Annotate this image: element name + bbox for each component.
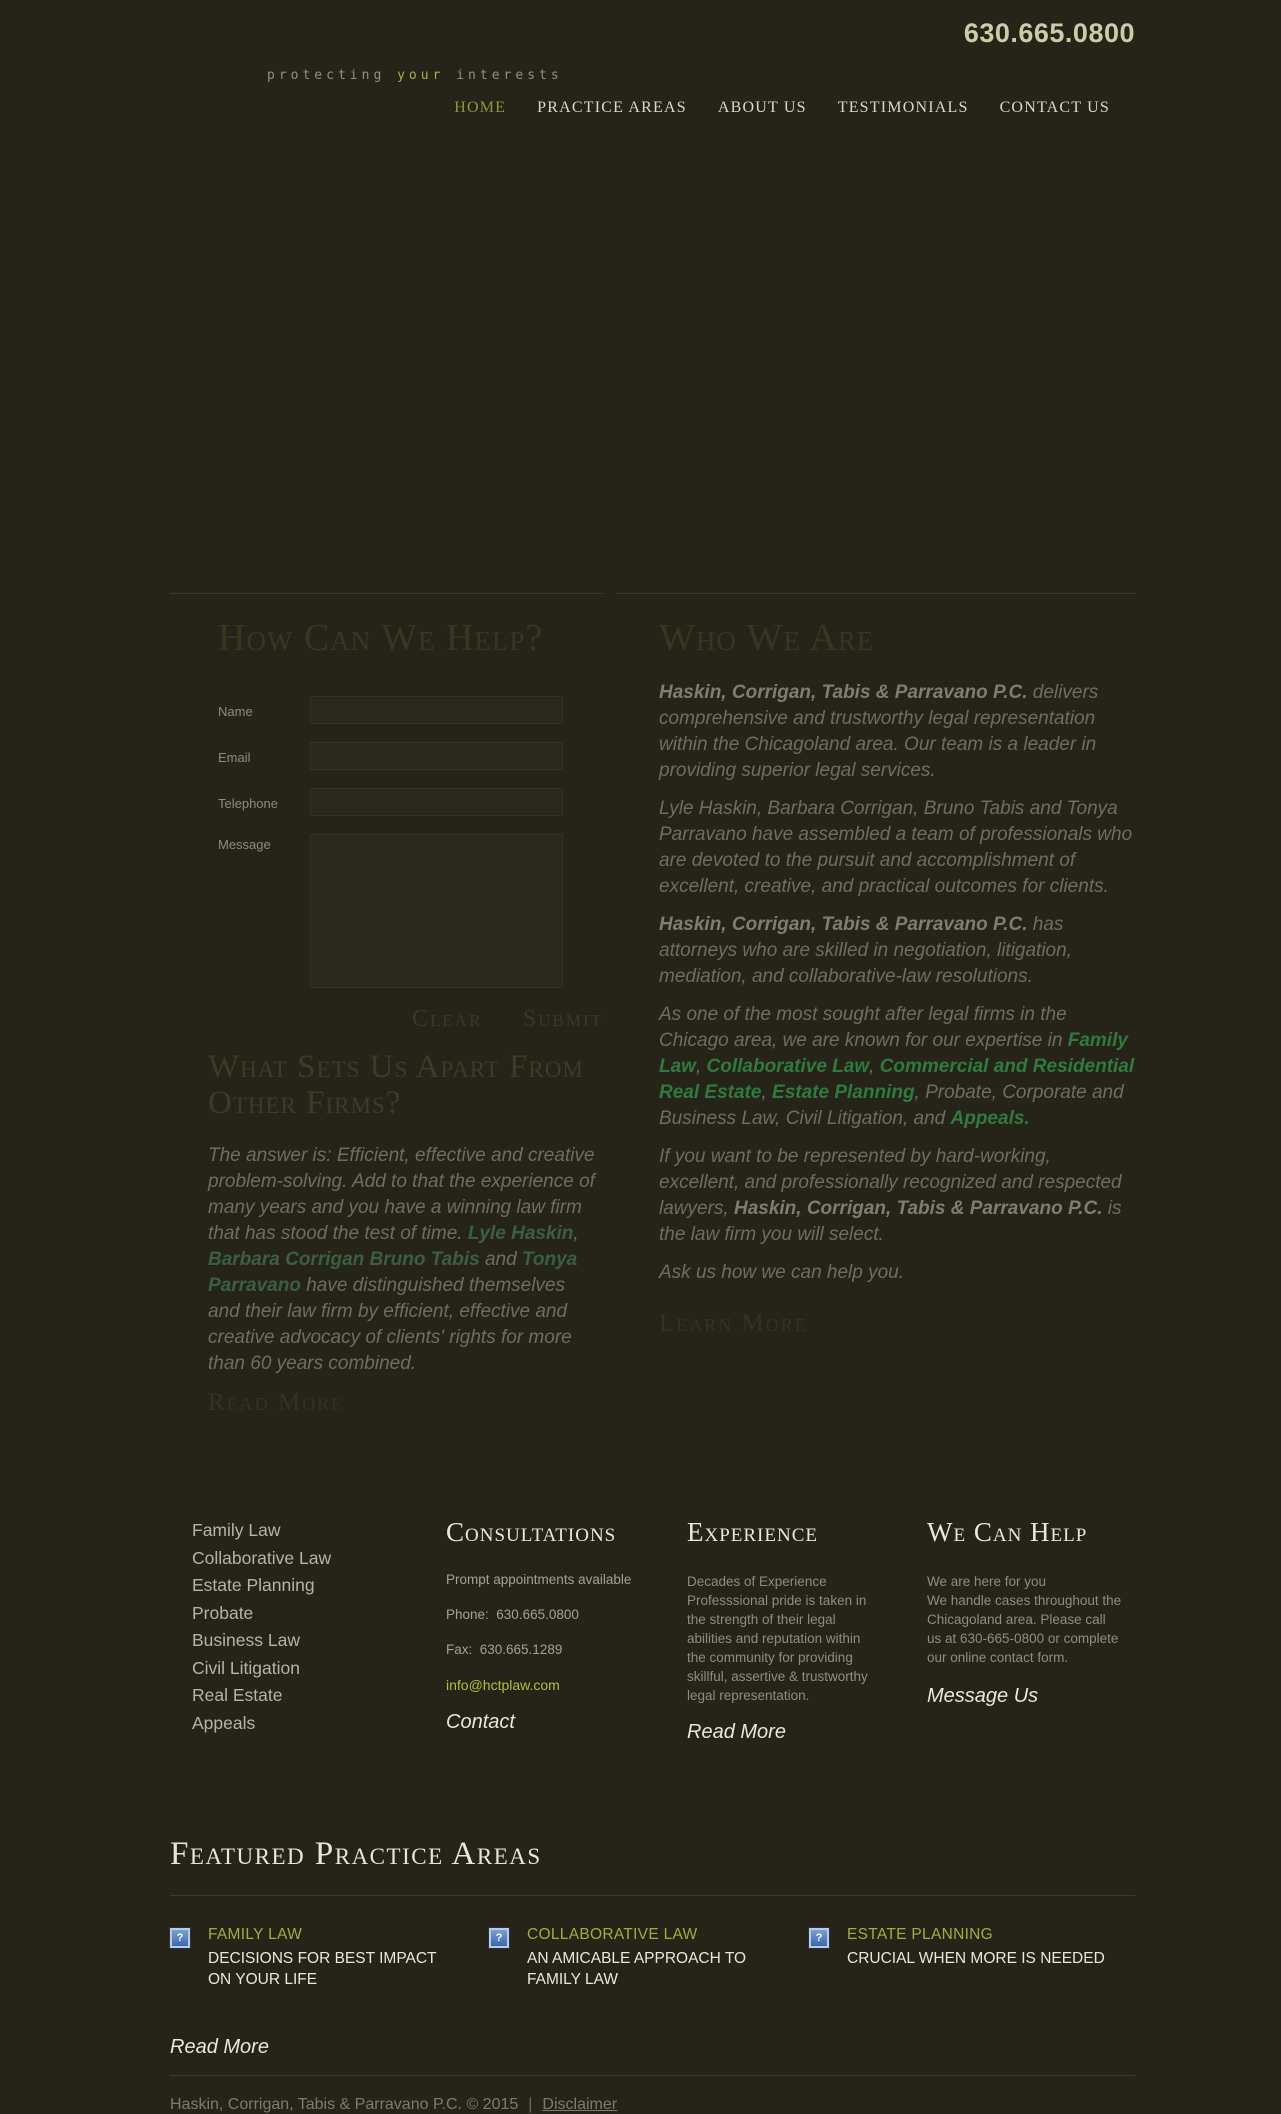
contact-form [218, 696, 563, 988]
apart-text: and [479, 1249, 522, 1270]
contact-column [170, 593, 603, 1417]
attorney-link-lyle-haskin[interactable]: Lyle Haskin [467, 1223, 574, 1244]
who-paragraph-4 [659, 1002, 1135, 1132]
experience-body: Professsional pride is taken in the strength of their legal abilities and reputation within the community for providing skillful, assertive & trustworthy legal representation. [687, 1593, 868, 1703]
featured-item-subtitle: CRUCIAL WHEN MORE IS NEEDED [847, 1950, 1105, 1967]
who-text: has attorneys who are skilled in negotiation, litigation, mediation, and collaborative-law resolutions. [659, 914, 1072, 987]
consultations-fax: Fax: 630.665.1289 [446, 1642, 563, 1657]
footer-link-collaborative-law[interactable]: Collaborative Law [192, 1547, 332, 1568]
we-can-help-heading: We Can Help [927, 1517, 1088, 1547]
attorney-link-tonya-parravano[interactable]: Tonya Parravano [208, 1249, 578, 1296]
who-paragraph-5 [659, 1144, 1135, 1248]
attorney-link-barbara-corrigan-bruno-tabis[interactable]: Barbara Corrigan Bruno Tabis [208, 1249, 480, 1270]
contact-link[interactable]: Contact [446, 1711, 515, 1733]
message-row [218, 834, 563, 988]
we-can-help-body: We handle cases throughout the Chicagoland area. Please call us at 630-665-0800 or complete our online contact form. [927, 1593, 1122, 1665]
footer-we-can-help-column [905, 1517, 1135, 1744]
how-can-we-help-heading: How Can We Help? [218, 617, 544, 659]
featured-item-text [208, 1926, 460, 1990]
form-buttons [218, 1006, 609, 1033]
main-content [170, 593, 1135, 1417]
what-sets-us-apart-heading: What Sets Us Apart From Other Firms? [208, 1049, 584, 1121]
consultations-heading: Consultations [446, 1517, 617, 1547]
featured-read-more-link[interactable]: Read More [170, 2036, 269, 2058]
who-paragraph-6: Ask us how we can help you. [659, 1262, 905, 1283]
consultations-line: Prompt appointments available [446, 1572, 632, 1587]
experience-line: Decades of Experience [687, 1574, 827, 1589]
who-we-are-heading: Who We Are [659, 617, 875, 659]
featured-item-subtitle: AN AMICABLE APPROACH TO FAMILY LAW [527, 1950, 747, 1988]
who-text: , Probate, Corporate and Business Law, Civil Litigation, and [659, 1082, 1124, 1129]
featured-item-title[interactable]: ESTATE PLANNING [847, 1926, 994, 1943]
practice-link-collaborative-law[interactable]: Collaborative Law [706, 1056, 870, 1077]
firm-name: Haskin, Corrigan, Tabis & Parravano P.C. [659, 914, 1028, 935]
who-text: is the law firm you will select. [659, 1198, 1122, 1245]
message-input[interactable] [310, 834, 563, 988]
nav-item-home[interactable]: HOME [454, 99, 507, 116]
email-link[interactable]: info@hctplaw.com [446, 1677, 560, 1693]
who-text: , [869, 1056, 880, 1077]
name-label: Name [218, 704, 253, 719]
footer-link-business-law[interactable]: Business Law [192, 1630, 300, 1650]
broken-image-icon: ? [170, 1928, 190, 1948]
footer-experience-column [665, 1517, 905, 1744]
we-can-help-line: We are here for you [927, 1574, 1047, 1589]
footer-link-estate-planning[interactable]: Estate Planning [192, 1575, 315, 1595]
disclaimer-link[interactable]: Disclaimer [542, 2096, 618, 2113]
practice-link-family-law[interactable]: Family Law [659, 1030, 1128, 1077]
featured-item-title[interactable]: FAMILY LAW [208, 1926, 303, 1943]
who-paragraph-2: Lyle Haskin, Barbara Corrigan, Bruno Tabis and Tonya Parravano have assembled a team of professionals who are devoted to the pursuit and accomplishment of excellent, creative, and practical outcomes for clients. [659, 798, 1133, 897]
footer-link-appeals[interactable]: Appeals [192, 1712, 256, 1733]
email-label: Email [218, 750, 251, 765]
footer-practice-list [192, 1517, 424, 1737]
apart-text: , [573, 1223, 579, 1244]
main-nav [454, 99, 1110, 117]
telephone-input[interactable] [310, 788, 563, 816]
who-text: , [761, 1082, 773, 1103]
footer-consultations-column [424, 1517, 665, 1744]
featured-practice-areas-heading: Featured Practice Areas [170, 1836, 542, 1872]
learn-more-link[interactable]: Learn More [659, 1310, 808, 1337]
consultations-phone: Phone: 630.665.0800 [446, 1607, 579, 1622]
who-text: If you want to be represented by hard-working, excellent, and professionally recognized and respected lawyers, [659, 1146, 1122, 1219]
nav-item-practice-areas[interactable]: PRACTICE AREAS [537, 99, 687, 116]
apart-text: The answer is: Efficient, effective and creative problem-solving. Add to that the experience of many years and you have a winning law firm that has stood the test of time. [208, 1145, 595, 1244]
divider [170, 1895, 1135, 1896]
footer [170, 1517, 1135, 1744]
copyright-text: Haskin, Corrigan, Tabis & Parravano P.C. © 2015 [170, 2096, 519, 2113]
nav-item-about-us[interactable]: ABOUT US [717, 99, 807, 116]
practice-link-estate-planning[interactable]: Estate Planning [772, 1082, 915, 1103]
featured-item-title[interactable]: COLLABORATIVE LAW [527, 1926, 698, 1943]
featured-item-subtitle: DECISIONS FOR BEST IMPACT ON YOUR LIFE [208, 1950, 437, 1988]
who-text: , [695, 1056, 707, 1077]
who-paragraph-3 [659, 912, 1135, 990]
who-we-are-column [617, 593, 1135, 1417]
firm-name: Haskin, Corrigan, Tabis & Parravano P.C. [659, 682, 1028, 703]
featured-item-family-law [170, 1926, 489, 1990]
footer-link-civil-litigation[interactable]: Civil Litigation [192, 1657, 300, 1678]
featured-item-estate-planning [809, 1926, 1137, 1990]
telephone-row [218, 788, 563, 816]
firm-name: Haskin, Corrigan, Tabis & Parravano P.C. [733, 1198, 1103, 1219]
featured-item-text [527, 1926, 779, 1990]
practice-link-real-estate[interactable]: Commercial and Residential Real Estate [659, 1056, 1135, 1103]
broken-image-icon: ? [809, 1928, 829, 1948]
site-header [170, 0, 1135, 593]
name-input[interactable] [310, 696, 563, 724]
header-phone-number: 630.665.0800 [963, 18, 1135, 48]
practice-link-appeals[interactable]: Appeals. [950, 1108, 1030, 1129]
tagline-post: interests [444, 68, 563, 83]
divider [170, 2075, 1135, 2076]
footer-practice-areas-column [170, 1517, 424, 1744]
tagline-highlight: your [397, 68, 445, 83]
who-paragraph-1 [659, 680, 1135, 784]
message-us-link[interactable]: Message Us [927, 1685, 1039, 1707]
clear-button[interactable]: Clear [412, 1006, 483, 1032]
experience-read-more-link[interactable]: Read More [687, 1721, 786, 1743]
who-text: delivers comprehensive and trustworthy legal representation within the Chicagoland area. Our team is a leader in providing superior legal services. [659, 682, 1099, 781]
apart-text: have distinguished themselves and their law firm by efficient, effective and creative advocacy of clients' rights for more than 60 years combined. [208, 1275, 572, 1374]
copyright-separator: | [528, 2096, 533, 2113]
read-more-link[interactable]: Read More [208, 1389, 345, 1416]
copyright [170, 2096, 1135, 2114]
tagline-pre: protecting [267, 68, 398, 83]
submit-button[interactable]: Submit [522, 1006, 603, 1032]
experience-heading: Experience [687, 1517, 818, 1547]
featured-items [170, 1926, 1135, 1990]
footer-link-family-law[interactable]: Family Law [192, 1520, 281, 1540]
nav-item-contact-us[interactable]: CONTACT US [999, 99, 1110, 116]
tagline [267, 68, 563, 83]
featured-item-text [847, 1926, 1137, 1990]
who-text: As one of the most sought after legal firms in the Chicago area, we are known for our expertise in [659, 1004, 1068, 1051]
email-row [218, 742, 563, 770]
what-sets-us-apart-paragraph [208, 1143, 596, 1377]
message-label: Message [218, 837, 271, 852]
footer-link-probate[interactable]: Probate [192, 1602, 254, 1623]
name-row [218, 696, 563, 724]
broken-image-icon: ? [489, 1928, 509, 1948]
what-sets-us-apart-section [208, 1049, 598, 1417]
who-we-are-body [659, 680, 1135, 1338]
featured-item-collaborative-law [489, 1926, 809, 1990]
telephone-label: Telephone [218, 796, 278, 811]
featured-practice-areas-section [170, 1836, 1135, 2114]
nav-item-testimonials[interactable]: TESTIMONIALS [837, 99, 969, 116]
email-input[interactable] [310, 742, 563, 770]
footer-link-real-estate[interactable]: Real Estate [192, 1685, 283, 1705]
